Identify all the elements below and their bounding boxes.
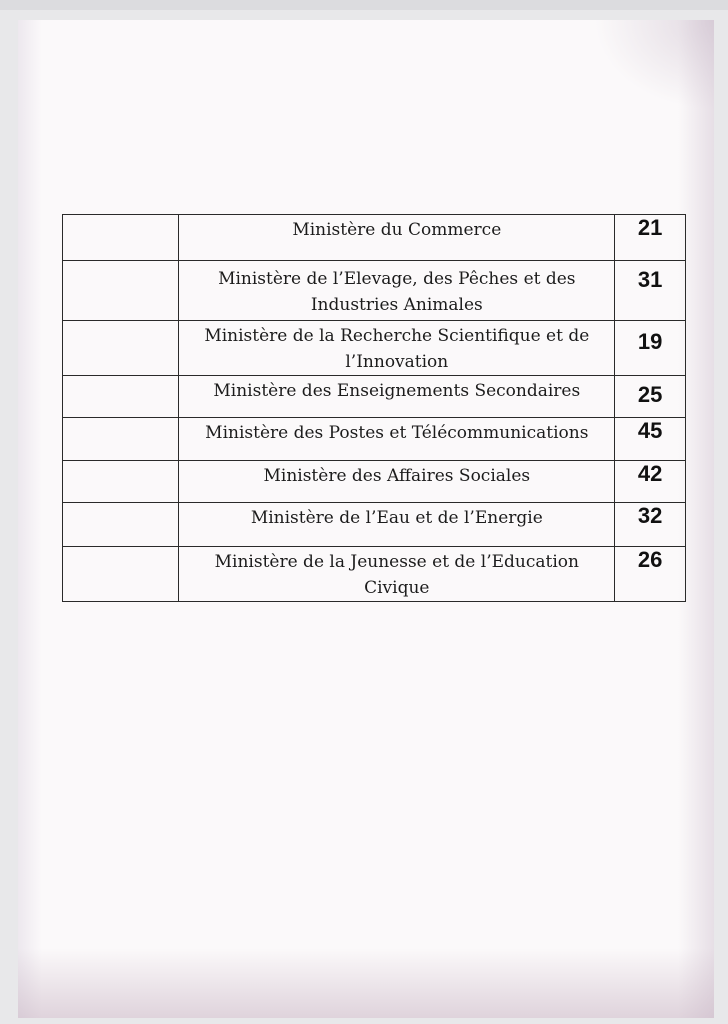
ministry-name: Ministère de la Recherche Scientifique et de l’Innovation (204, 326, 590, 372)
ministry-name-cell (179, 547, 615, 602)
count-cell: 31 (615, 261, 686, 321)
scanned-page (18, 20, 714, 1018)
ministry-name-cell (179, 418, 615, 461)
table-row (63, 418, 686, 461)
scan-noise-corner (594, 20, 714, 110)
count-cell: 26 (615, 547, 686, 602)
table-row (63, 461, 686, 503)
empty-cell (63, 418, 179, 461)
ministry-name: Ministère des Affaires Sociales (263, 466, 531, 486)
count-cell: 32 (615, 503, 686, 547)
ministry-table (62, 214, 686, 602)
ministry-name: Ministère de l’Elevage, des Pêches et des Industries Animales (218, 269, 576, 315)
scan-noise-left (18, 20, 42, 1018)
ministry-name: Ministère du Commerce (292, 220, 502, 240)
table-row (63, 547, 686, 602)
table-row (63, 261, 686, 321)
count-cell: 45 (615, 418, 686, 461)
empty-cell (63, 215, 179, 261)
ministry-name-cell (179, 215, 615, 261)
count-cell: 19 (615, 321, 686, 376)
ministry-name: Ministère des Enseignements Secondaires (213, 381, 581, 401)
table-row (63, 321, 686, 376)
ministry-name-cell (179, 503, 615, 547)
empty-cell (63, 321, 179, 376)
ministry-name-cell (179, 321, 615, 376)
empty-cell (63, 376, 179, 418)
scan-noise-bottom (18, 948, 714, 1018)
ministry-name: Ministère de l’Eau et de l’Energie (250, 508, 543, 528)
scan-border (0, 0, 728, 10)
table-row (63, 215, 686, 261)
count-cell: 21 (615, 215, 686, 261)
ministry-name-cell (179, 376, 615, 418)
ministry-name-cell (179, 461, 615, 503)
empty-cell (63, 261, 179, 321)
ministry-name: Ministère des Postes et Télécommunications (205, 423, 589, 443)
empty-cell (63, 503, 179, 547)
ministry-name-cell (179, 261, 615, 321)
empty-cell (63, 461, 179, 503)
count-cell: 42 (615, 461, 686, 503)
table-row (63, 376, 686, 418)
count-cell: 25 (615, 376, 686, 418)
table-row (63, 503, 686, 547)
empty-cell (63, 547, 179, 602)
ministry-name: Ministère de la Jeunesse et de l’Education Civique (214, 552, 579, 598)
